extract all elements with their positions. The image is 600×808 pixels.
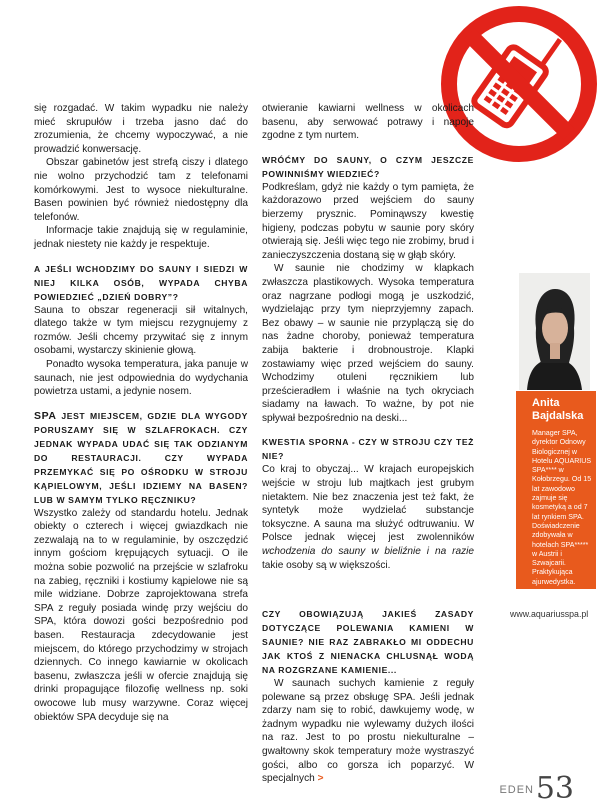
question-text: JEST MIEJSCEM, GDZIE DLA WYGODY PORUSZAMY SIĘ W SZLAFROKACH. CZY JEDNAK WYPADA UDAĆ SIĘ TAK ODZIANYM DO RESTAURACJI. CZY WYPADA PRZEMYKAĆ SIĘ PO OŚRODKU W STROJU KĄPIELOWYM, JEŚLI IDZIEMY NA BASEN? LUB W SAMYM TYLKO RĘCZNIKU?	[34, 410, 248, 505]
author-name	[532, 397, 596, 423]
question-heading: A JEŚLI WCHODZIMY DO SAUNY I SIEDZI W NIEJ KILKA OSÓB, WYPADA CHYBA POWIEDZIEĆ „DZIEŃ DOBRY”?	[34, 263, 248, 302]
text-run: Co kraj to obyczaj... W krajach europejskich wejście w stroju lub majtkach jest grubym nietaktem. Nie bez znaczenia jest też fakt, że syntetyk może wydzielać substancje toksyczne. A sauna ma służyć odtruwaniu. W Polsce jednak więcej jest zwolenników	[262, 464, 474, 544]
question-heading: CZY OBOWIĄZUJĄ JAKIEŚ ZASADY DOTYCZĄCE POLEWANIA KAMIENI W SAUNIE? NIE RAZ ZABRAKŁO MI ODDECHU JAK KTOŚ Z NIENACKA CHLUSNĄŁ WODĄ NA ROZGRZANE KAMIENIE...	[262, 609, 474, 675]
page-number: 53	[535, 771, 574, 806]
portrait-photo	[519, 273, 590, 390]
text-column-3	[262, 607, 474, 786]
paragraph: Informacje takie znajdują się w regulaminie, jednak niestety nie każdy je respektuje.	[34, 225, 248, 250]
question-heading	[34, 409, 248, 507]
italic-text-run: wchodzenia do sauny w bieliźnie i na razie	[262, 546, 474, 558]
magazine-name: EDEN	[499, 784, 534, 796]
paragraph: Ponadto wysoka temperatura, jaka panuje w saunach, nie jest odpowiednia do wydychania powietrza ustami, a jedynie nosem.	[34, 358, 248, 398]
paragraph	[262, 677, 474, 786]
paragraph: W saunie nie chodzimy w klapkach zwłaszcza plastikowych. Wysoka temperatura oraz nagrzane podłogi mogą je uszkodzić, wydzielając przy tym nieprzyjemny zapach. Bez obawy – w saunie nie przyplączą się do nas żadne choroby, ponieważ temperatura zabija bakterie i drobnoustroje. Klapki zostawiamy więc przed wejściem do sauny. Wchodzimy otuleni ręcznikiem lub prześcieradłem i właśnie na tych okryciach siadamy na ławach. To ważne, by pot nie spływał bezpośrednio na deski...	[262, 263, 474, 424]
author-bio: Manager SPA, dyrektor Odnowy Biologicznej w Hotelu AQUARIUS SPA**** w Kołobrzegu. Od 15 lat zawodowo zajmuje się kosmetyką a od 7 lat rynkiem SPA. Doświadczenie zdobywała w hotelach SPA***** w Austrii i Szwajcarii. Praktykująca ajurwedystka.	[532, 429, 592, 586]
paragraph: Podkreślam, gdyż nie każdy o tym pamięta, że każdorazowo przed wejściem do sauny bierzemy prysznic. Pominąwszy kwestię higieny, podczas pobytu w saunie pory skóry otwierają się. Jeśli więc tego nie zrobimy, brud i zanieczyszczenia dostaną się w głąb skóry.	[262, 181, 474, 261]
website-link[interactable]: www.aquariusspa.pl	[510, 609, 589, 619]
spa-lead-word: SPA	[34, 409, 57, 422]
text-column-1	[34, 102, 248, 724]
continue-arrow-icon: >	[317, 773, 324, 785]
question-heading: WRÓĆMY DO SAUNY, O CZYM JESZCZE POWINNIŚMY WIEDZIEĆ?	[262, 154, 474, 179]
question-heading: KWESTIA SPORNA - CZY W STROJU CZY TEŻ NIE?	[262, 437, 474, 462]
paragraph: Sauna to obszar regeneracji sił witalnych, dlatego także w tym miejscu rezygnujemy z rozmów. Jeśli chcemy przywitać się z innym osobami, wystarczy skinienie głową.	[34, 304, 248, 357]
author-first-name: Anita	[532, 397, 560, 409]
text-run: takie osoby są w większości.	[262, 559, 391, 571]
text-column-2	[262, 102, 474, 572]
author-last-name: Bajdalska	[532, 410, 584, 422]
paragraph: się rozgadać. W takim wypadku nie należy mieć skrupułów i trzeba jasno dać do zrozumienia, że chcemy wypoczywać, a nie prowadzić konwersację.	[34, 103, 248, 155]
paragraph: otwieranie kawiarni wellness w okolicach basenu, aby serwować potrawy i napoje zgodne z tym nurtem.	[262, 103, 474, 142]
paragraph: Obszar gabinetów jest strefą ciszy i dlatego nie wolno przychodzić tam z telefonami komórkowymi. Jest to wysoce niekulturalne. Basen powinien być również niedostępny dla telefonów.	[34, 157, 248, 223]
paragraph	[262, 463, 474, 572]
author-profile-card	[516, 391, 596, 589]
text-run: W saunach suchych kamienie z reguły polewane są przez obsługę SPA. Jeśli jednak zdarzy nam się to robić, dawkujemy wodę, w żadnym wypadku nie wylewamy dużych ilości na raz. Jest to po prostu niekulturalne – gwałtowny skok temperatury może wystraszyć gości, albo co gorsza ich poparzyć. W specjalnych	[262, 678, 474, 785]
paragraph: Wszystko zależy od standardu hotelu. Jednak obiekty o czterech i więcej gwiazdkach nie zezwalają na to w regulaminie, by oszczędzić innym gościom krępujących sytuacji. O ile można sobie pozwolić na przejście w szlafroku na zabieg, ręczniki i kostiumy kąpielowe nie są mile widziane. Dobrze zaprojektowana strefa SPA z reguły posiada windę przy wejściu do SPA, która dowozi gości bezpośrednio pod basen. Restauracja zdecydowanie jest miejscem, do którego przychodzimy w strojach dziennych. Co innego kawiarnie w okolicach basenu, zwłaszcza jeśli w ofercie znajdują się drinki propagujące filozofię wellness np. soki owocowe lub musy warzywne. Coraz więcej obiektów SPA decyduje się na	[34, 507, 248, 723]
